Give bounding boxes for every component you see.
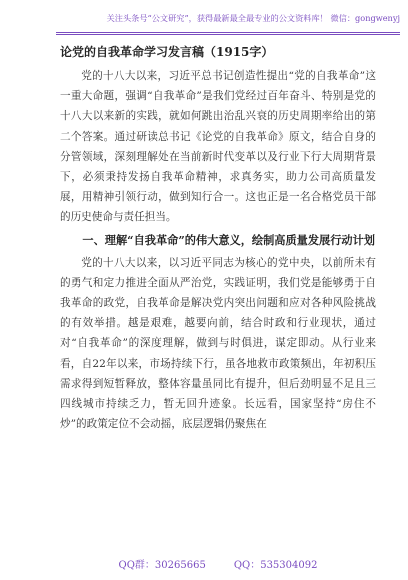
section-heading: 一、理解“自我革命”的伟大意义，绘制高质量发展行动计划: [82, 232, 375, 247]
document-title: 论党的自我革命学习发言稿（1915字）: [60, 45, 274, 59]
section-paragraph: 党的十八大以来，以习近平同志为核心的党中央，以前所未有的勇气和定力推进全面从严治党，实践证明，我们党是能够勇于自我革命的政党，自我革命是解决党内突出问题和应对各种风险挑战的有效举措。越是艰难，越要向前，结合时政和行业现状，通过对“自我革命”的深度理解，做到与时俱进，谋定即动。从行业来看，自22年以来，市场持续下行，虽各地救市政策频出，年初积压需求得到短暂释放，整体容量虽同比有提升，但后劲明显不足且三四线城市持续乏力，暂无回升迹象。长远看，国家坚持“房住不炒”的政策定位不会动摇，底层逻辑仍聚焦在: [60, 256, 376, 431]
header-banner: 关注头条号“公文研究”，获得最新最全最专业的公文资料库！ 微信：gongwenyj: [106, 13, 400, 23]
footer-contact: [60, 556, 376, 571]
footer-qq-group: QQ群：30265665: [118, 560, 206, 571]
document-body: [60, 44, 376, 434]
footer-qq: QQ：535304092: [233, 560, 318, 571]
intro-paragraph: 党的十八大以来，习近平总书记创造性提出“党的自我革命”这一重大命题，强调“自我革命”是我们党经过百年奋斗、特别是党的十八大以来新的实践，就如何跳出治乱兴衰的历史周期率给出的第二个答案。通过研读总书记《论党的自我革命》原文，结合自身的分管领域，深刻理解处在当前新时代变革以及行业下行大周期背景下，必须秉持发扬自我革命精神，求真务实，助力公司高质量发展，用精神引领行动，做到知行合一。这也正是一名合格党员干部的历史使命与责任担当。: [60, 70, 376, 224]
header-divider: [56, 32, 400, 35]
